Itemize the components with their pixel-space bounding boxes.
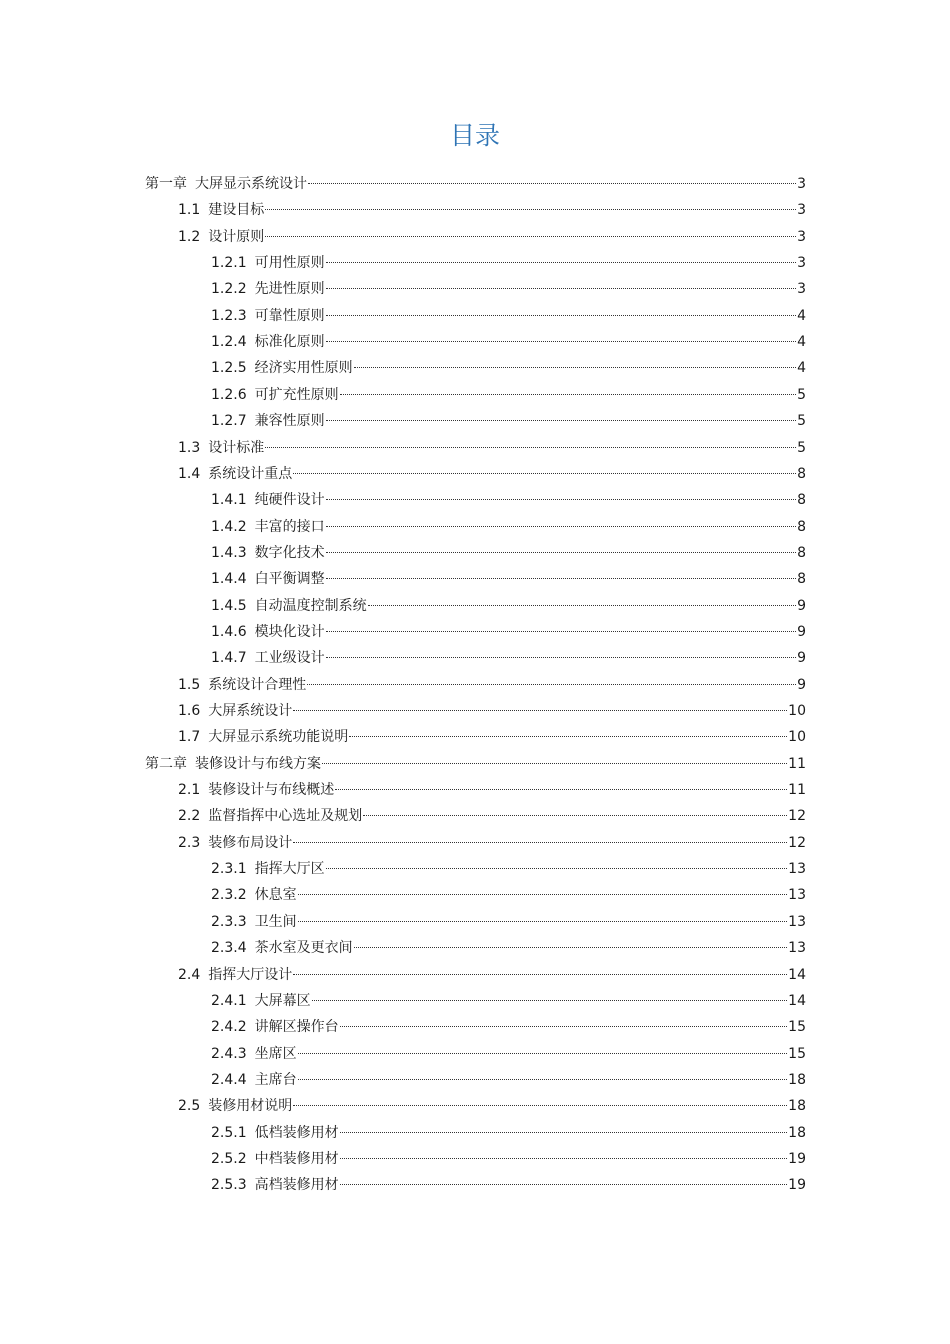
toc-entry-number: 1.3: [178, 440, 201, 456]
toc-entry[interactable]: [211, 988, 806, 1014]
toc-dot-leader: [293, 710, 787, 711]
toc-entry-label: 大屏显示系统功能说明: [208, 729, 349, 745]
toc-entry[interactable]: [178, 724, 806, 750]
toc-entry-label: 经济实用性原则: [254, 360, 353, 376]
toc-dot-leader: [326, 262, 796, 263]
toc-dot-leader: [354, 947, 788, 948]
toc-entry-label: 中档装修用材: [254, 1151, 339, 1167]
toc-entry-page-number: 8: [797, 571, 806, 587]
toc-entry[interactable]: [211, 1172, 806, 1198]
toc-dot-leader: [340, 1158, 788, 1159]
toc-dot-leader: [265, 236, 796, 237]
toc-entry-number: 1.2.3: [211, 308, 247, 324]
toc-entry-number: 2.3.4: [211, 940, 247, 956]
toc-entry[interactable]: [211, 593, 806, 619]
toc-entry[interactable]: [178, 461, 806, 487]
toc-dot-leader: [326, 552, 796, 553]
toc-dot-leader: [340, 394, 796, 395]
toc-entry[interactable]: [211, 566, 806, 592]
toc-entry[interactable]: [178, 803, 806, 829]
toc-entry[interactable]: [211, 1120, 806, 1146]
toc-entry-number: 2.1: [178, 782, 201, 798]
toc-entry-page-number: 4: [797, 360, 806, 376]
toc-entry[interactable]: [211, 1146, 806, 1172]
toc-dot-leader: [326, 526, 796, 527]
toc-dot-leader: [293, 473, 796, 474]
toc-entry[interactable]: [211, 1067, 806, 1093]
toc-entry-page-number: 9: [797, 677, 806, 693]
toc-entry-label: 系统设计合理性: [208, 677, 307, 693]
toc-entry-number: 2.3.2: [211, 887, 247, 903]
toc-entry-page-number: 15: [788, 1046, 806, 1062]
toc-entry-label: 讲解区操作台: [254, 1019, 339, 1035]
toc-entry-label: 先进性原则: [254, 281, 325, 297]
toc-entry[interactable]: [178, 962, 806, 988]
toc-dot-leader: [298, 1053, 788, 1054]
toc-entry-number: 1.1: [178, 202, 201, 218]
toc-dot-leader: [326, 631, 796, 632]
toc-entry-label: 自动温度控制系统: [254, 598, 367, 614]
toc-entry[interactable]: [211, 276, 806, 302]
toc-entry-label: 低档装修用材: [254, 1125, 339, 1141]
toc-entry[interactable]: [178, 435, 806, 461]
toc-entry-label: 坐席区: [254, 1046, 297, 1062]
toc-entry-label: 可用性原则: [254, 255, 325, 271]
toc-dot-leader: [363, 815, 787, 816]
toc-dot-leader: [265, 447, 796, 448]
toc-entry-number: 1.4.4: [211, 571, 247, 587]
toc-entry-page-number: 18: [788, 1072, 806, 1088]
toc-dot-leader: [293, 1105, 787, 1106]
toc-dot-leader: [308, 183, 796, 184]
toc-entry-number: 1.4.2: [211, 519, 247, 535]
toc-entry-page-number: 5: [797, 440, 806, 456]
toc-entry-number: 2.5.3: [211, 1177, 247, 1193]
toc-dot-leader: [293, 842, 787, 843]
toc-entry-page-number: 9: [797, 650, 806, 666]
toc-entry[interactable]: [211, 645, 806, 671]
toc-entry[interactable]: [178, 698, 806, 724]
toc-entry-page-number: 18: [788, 1098, 806, 1114]
toc-entry-label: 设计原则: [208, 229, 265, 245]
toc-entry-number: 2.2: [178, 808, 201, 824]
toc-entry[interactable]: [178, 672, 806, 698]
toc-entry-number: 1.4.3: [211, 545, 247, 561]
toc-entry-page-number: 10: [788, 729, 806, 745]
toc-entry[interactable]: [178, 224, 806, 250]
toc-dot-leader: [368, 605, 796, 606]
toc-entry-number: 第二章: [145, 756, 187, 772]
toc-entry-number: 1.4.5: [211, 598, 247, 614]
toc-title: 目录: [449, 121, 500, 150]
toc-entry-page-number: 5: [797, 387, 806, 403]
toc-entry-number: 2.5: [178, 1098, 201, 1114]
toc-dot-leader: [326, 657, 796, 658]
toc-entry-number: 1.2.6: [211, 387, 247, 403]
toc-entry-page-number: 3: [797, 255, 806, 271]
toc-entry[interactable]: [211, 514, 806, 540]
toc-entry-label: 模块化设计: [254, 624, 325, 640]
toc-entry-label: 装修用材说明: [208, 1098, 293, 1114]
toc-entry[interactable]: [211, 856, 806, 882]
toc-entry-number: 1.6: [178, 703, 201, 719]
toc-entry-label: 白平衡调整: [254, 571, 325, 587]
toc-dot-leader: [340, 1132, 788, 1133]
toc-entry-number: 1.4.1: [211, 492, 247, 508]
toc-entry-label: 工业级设计: [254, 650, 325, 666]
toc-dot-leader: [354, 367, 796, 368]
toc-entry-page-number: 15: [788, 1019, 806, 1035]
toc-entry-label: 主席台: [254, 1072, 297, 1088]
toc-dot-leader: [340, 1184, 788, 1185]
toc-entry-number: 2.4.3: [211, 1046, 247, 1062]
toc-entry-number: 1.2.1: [211, 255, 247, 271]
toc-entry[interactable]: [178, 777, 806, 803]
toc-entry-label: 纯硬件设计: [254, 492, 325, 508]
toc-entry-page-number: 11: [788, 756, 806, 772]
toc-dot-leader: [326, 315, 796, 316]
toc-dot-leader: [326, 578, 796, 579]
toc-entry-page-number: 8: [797, 519, 806, 535]
toc-entry-label: 大屏显示系统设计: [195, 176, 307, 192]
toc-entry-number: 2.4: [178, 967, 201, 983]
toc-entry-number: 2.5.1: [211, 1125, 247, 1141]
toc-entry-label: 数字化技术: [254, 545, 325, 561]
toc-entry-number: 1.2.4: [211, 334, 247, 350]
toc-entry-page-number: 3: [797, 281, 806, 297]
toc-entry-page-number: 3: [797, 202, 806, 218]
toc-entry-page-number: 11: [788, 782, 806, 798]
toc-entry-label: 设计标准: [208, 440, 265, 456]
toc-entry[interactable]: [145, 171, 806, 197]
toc-entry-number: 2.3.1: [211, 861, 247, 877]
toc-entry[interactable]: [211, 382, 806, 408]
toc-entry-page-number: 5: [797, 413, 806, 429]
toc-entry-page-number: 19: [788, 1151, 806, 1167]
toc-dot-leader: [265, 209, 796, 210]
toc-entry-page-number: 8: [797, 492, 806, 508]
toc-entry[interactable]: [211, 619, 806, 645]
toc-entry-label: 大屏系统设计: [208, 703, 293, 719]
toc-entry-page-number: 9: [797, 624, 806, 640]
toc-entry-label: 标准化原则: [254, 334, 325, 350]
toc-entry-number: 1.2.5: [211, 360, 247, 376]
toc-entry-label: 休息室: [254, 887, 297, 903]
toc-entry-label: 茶水室及更衣间: [254, 940, 353, 956]
toc-dot-leader: [307, 684, 796, 685]
toc-entry-page-number: 18: [788, 1125, 806, 1141]
toc-entry[interactable]: [178, 197, 806, 223]
toc-entry-label: 指挥大厅区: [254, 861, 325, 877]
toc-entry-number: 1.5: [178, 677, 201, 693]
toc-entry-page-number: 13: [788, 887, 806, 903]
toc-entry-number: 2.4.4: [211, 1072, 247, 1088]
toc-entry-number: 1.4.7: [211, 650, 247, 666]
toc-dot-leader: [326, 499, 796, 500]
toc-dot-leader: [298, 921, 788, 922]
toc-entry[interactable]: [211, 1041, 806, 1067]
toc-dot-leader: [326, 341, 796, 342]
toc-entry[interactable]: [211, 408, 806, 434]
toc-entry-number: 1.4.6: [211, 624, 247, 640]
toc-entry-label: 高档装修用材: [254, 1177, 339, 1193]
toc-entry-number: 2.5.2: [211, 1151, 247, 1167]
toc-entry-label: 装修设计与布线概述: [208, 782, 335, 798]
toc-entry-page-number: 14: [788, 967, 806, 983]
toc-entry-label: 指挥大厅设计: [208, 967, 293, 983]
toc-entry-number: 1.7: [178, 729, 201, 745]
toc-entry-label: 大屏幕区: [254, 993, 311, 1009]
toc-entry-page-number: 12: [788, 808, 806, 824]
toc-entry-label: 监督指挥中心选址及规划: [208, 808, 363, 824]
toc-entry[interactable]: [178, 1093, 806, 1119]
toc-entry-page-number: 13: [788, 940, 806, 956]
toc-entry-label: 建设目标: [208, 202, 265, 218]
toc-entry-page-number: 12: [788, 835, 806, 851]
toc-entry[interactable]: [211, 487, 806, 513]
toc-entry-page-number: 3: [797, 229, 806, 245]
toc-entry-page-number: 8: [797, 545, 806, 561]
toc-entry-page-number: 14: [788, 993, 806, 1009]
toc-dot-leader: [349, 736, 787, 737]
toc-entry[interactable]: [211, 935, 806, 961]
toc-entry-page-number: 9: [797, 598, 806, 614]
toc-entry-number: 2.4.1: [211, 993, 247, 1009]
toc-entry[interactable]: [145, 751, 806, 777]
toc-entry[interactable]: [211, 329, 806, 355]
toc-dot-leader: [298, 894, 788, 895]
toc-entry-page-number: 4: [797, 334, 806, 350]
toc-dot-leader: [340, 1026, 788, 1027]
toc-dot-leader: [326, 420, 796, 421]
toc-entry[interactable]: [211, 355, 806, 381]
toc-entry-number: 2.4.2: [211, 1019, 247, 1035]
toc-entry[interactable]: [211, 303, 806, 329]
toc-entry-label: 可靠性原则: [254, 308, 325, 324]
toc-entry[interactable]: [211, 909, 806, 935]
toc-entry-page-number: 3: [797, 176, 806, 192]
toc-dot-leader: [322, 763, 787, 764]
toc-entry-number: 1.2.2: [211, 281, 247, 297]
toc-entry[interactable]: [178, 830, 806, 856]
toc-entry-number: 2.3.3: [211, 914, 247, 930]
toc-entry[interactable]: [211, 882, 806, 908]
toc-dot-leader: [326, 868, 788, 869]
toc-entry[interactable]: [211, 1014, 806, 1040]
toc-entry-page-number: 13: [788, 914, 806, 930]
toc-dot-leader: [326, 288, 796, 289]
toc-entry-label: 装修布局设计: [208, 835, 293, 851]
toc-entry-number: 2.3: [178, 835, 201, 851]
toc-entry-label: 兼容性原则: [254, 413, 325, 429]
toc-dot-leader: [312, 1000, 788, 1001]
toc-entry-label: 丰富的接口: [254, 519, 325, 535]
toc-entry-page-number: 4: [797, 308, 806, 324]
toc-entry-page-number: 10: [788, 703, 806, 719]
toc-entry-number: 第一章: [145, 176, 187, 192]
toc-entry-page-number: 13: [788, 861, 806, 877]
toc-entry-number: 1.4: [178, 466, 201, 482]
toc-entry-number: 1.2.7: [211, 413, 247, 429]
toc-entry-label: 系统设计重点: [208, 466, 293, 482]
toc-dot-leader: [335, 789, 787, 790]
toc-entry-number: 1.2: [178, 229, 201, 245]
toc-entry-page-number: 8: [797, 466, 806, 482]
toc-entry-label: 卫生间: [254, 914, 297, 930]
toc-entry-label: 可扩充性原则: [254, 387, 339, 403]
toc-entry-label: 装修设计与布线方案: [195, 756, 321, 772]
toc-entry-page-number: 19: [788, 1177, 806, 1193]
toc-entry[interactable]: [211, 540, 806, 566]
toc-dot-leader: [293, 974, 787, 975]
toc-entry[interactable]: [211, 250, 806, 276]
toc-dot-leader: [298, 1079, 788, 1080]
